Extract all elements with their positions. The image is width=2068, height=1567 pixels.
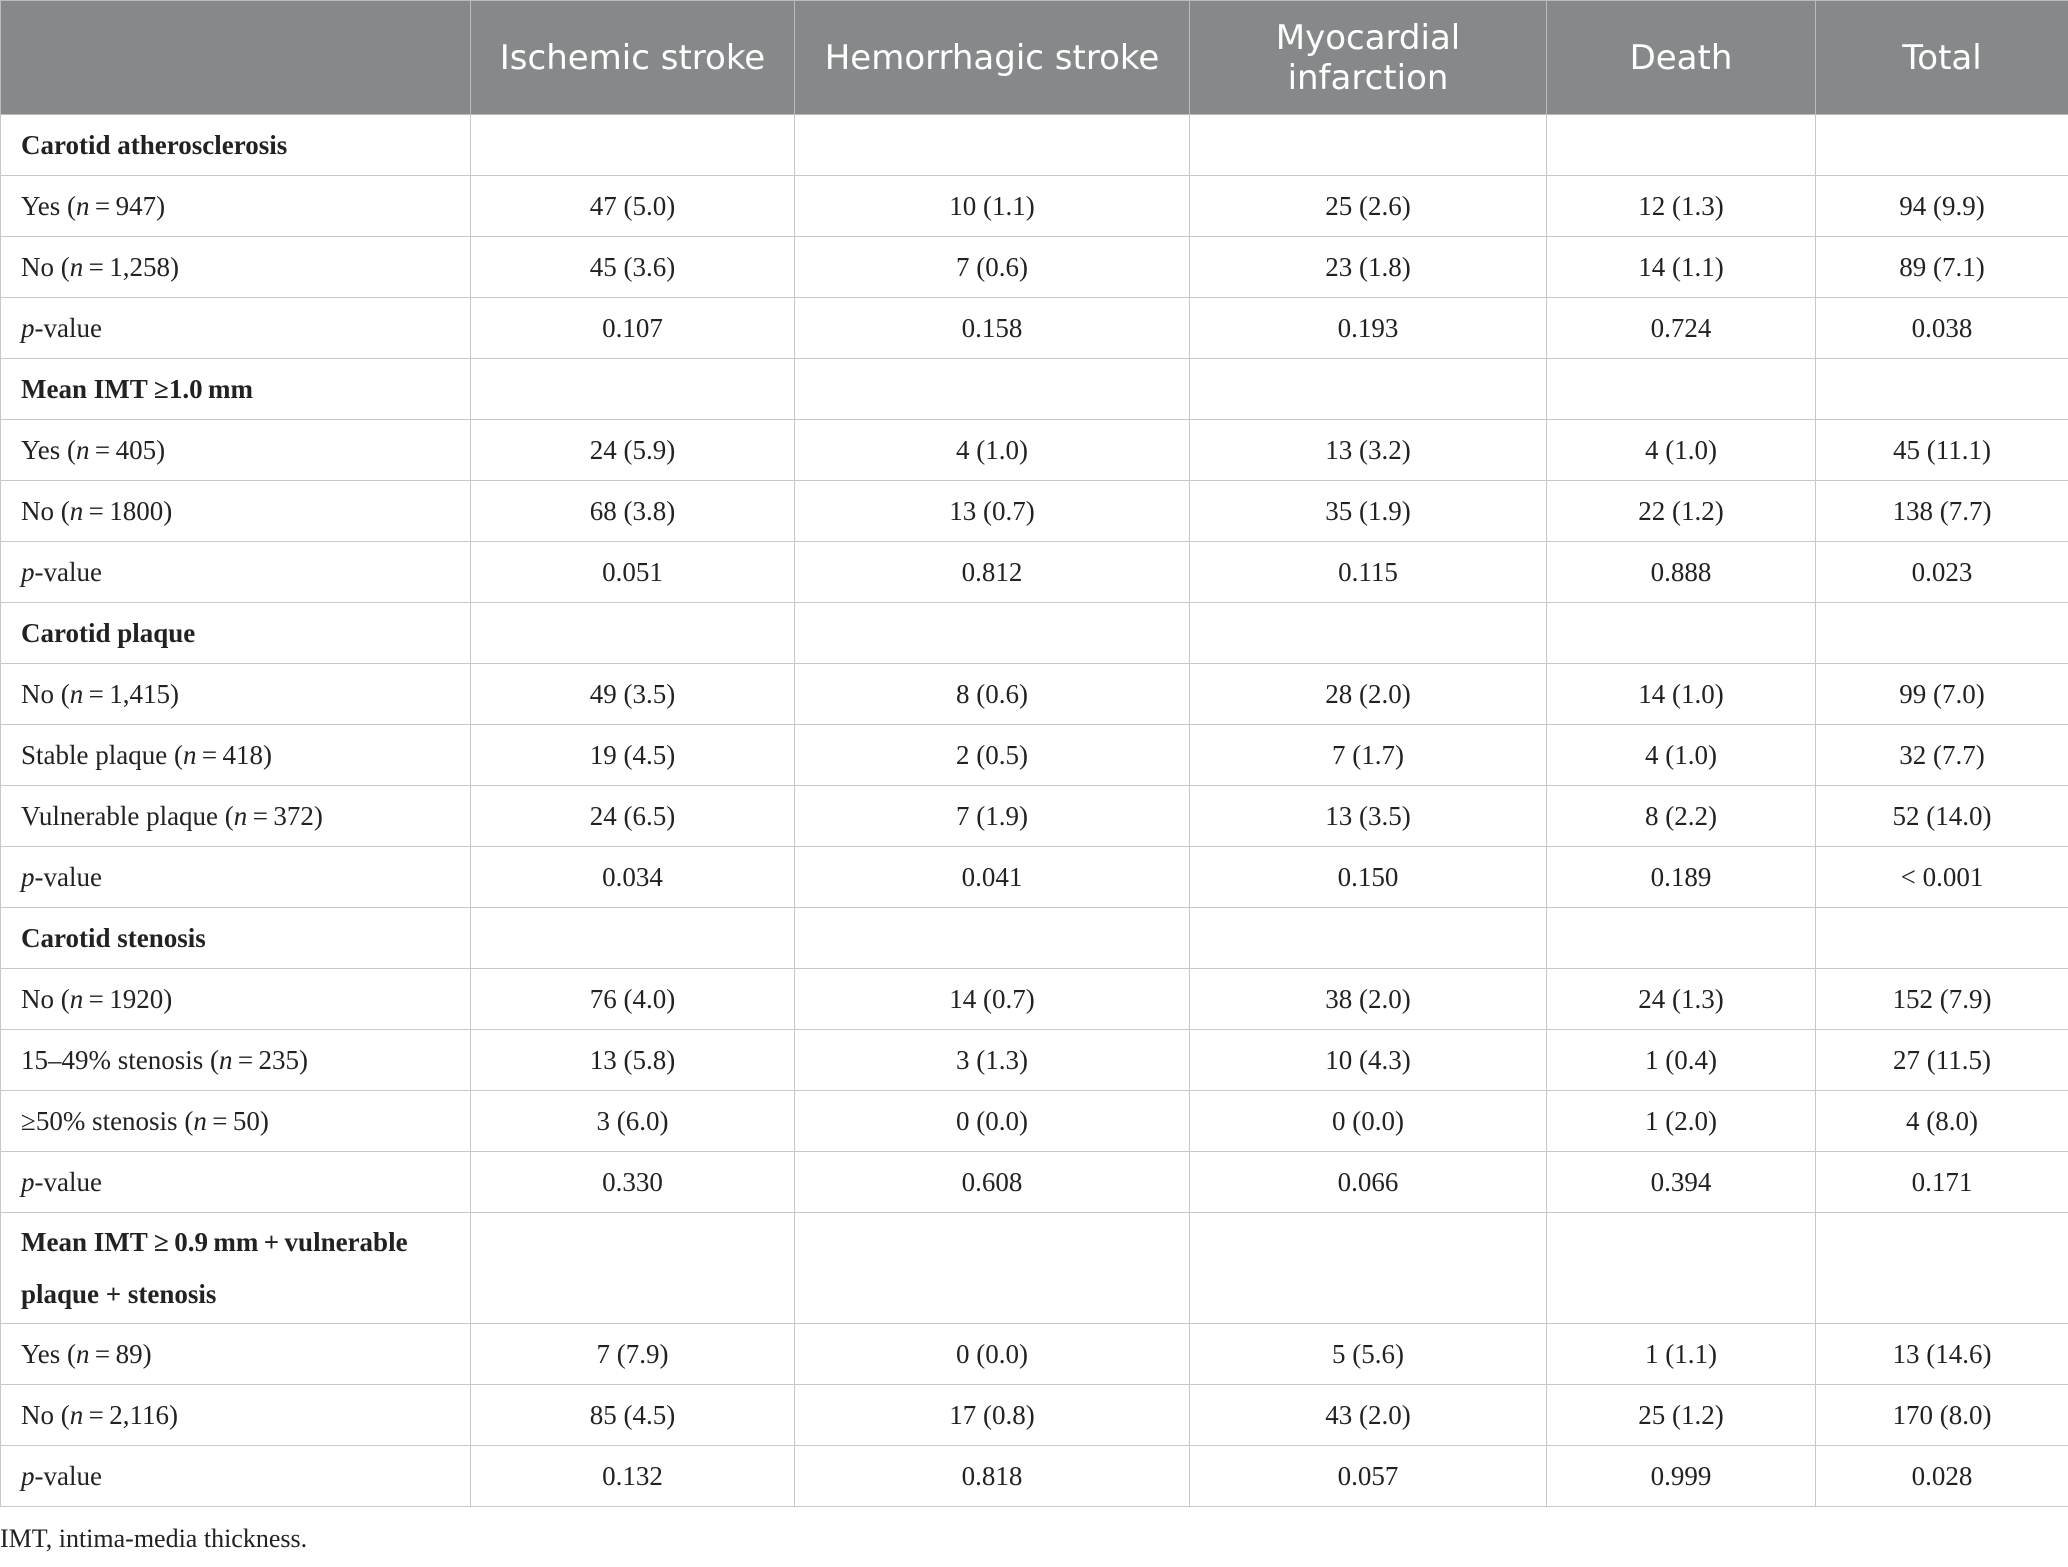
cell-hemorrhagic-stroke: 0.041 [795,847,1190,908]
cell-death [1547,115,1816,176]
cell-death: 4 (1.0) [1547,420,1816,481]
cell-death [1547,908,1816,969]
cell-total: 0.038 [1816,298,2068,359]
section-label: Carotid stenosis [1,908,471,969]
cell-hemorrhagic-stroke: 7 (1.9) [795,786,1190,847]
cell-death: 1 (2.0) [1547,1091,1816,1152]
row-label: No (n = 1920) [1,969,471,1030]
cell-total: 0.023 [1816,542,2068,603]
table-row [1,542,2068,603]
cell-myocardial-infarction: 23 (1.8) [1190,237,1547,298]
cell-total: 0.171 [1816,1152,2068,1213]
cell-myocardial-infarction: 0.057 [1190,1446,1547,1507]
cell-total: 52 (14.0) [1816,786,2068,847]
row-label: p-value [1,298,471,359]
cell-total: 138 (7.7) [1816,481,2068,542]
cell-hemorrhagic-stroke: 17 (0.8) [795,1385,1190,1446]
cell-death: 4 (1.0) [1547,725,1816,786]
cell-hemorrhagic-stroke [795,1213,1190,1324]
cell-ischemic-stroke: 24 (6.5) [471,786,795,847]
cell-ischemic-stroke: 0.051 [471,542,795,603]
cell-death: 14 (1.1) [1547,237,1816,298]
cell-death: 8 (2.2) [1547,786,1816,847]
cell-death [1547,359,1816,420]
header-ischemic-stroke: Ischemic stroke [471,1,795,115]
table-row [1,1446,2068,1507]
cell-myocardial-infarction: 13 (3.2) [1190,420,1547,481]
table-row [1,847,2068,908]
table-row [1,1091,2068,1152]
cell-hemorrhagic-stroke: 0.812 [795,542,1190,603]
cell-total: 32 (7.7) [1816,725,2068,786]
cell-total: 0.028 [1816,1446,2068,1507]
section-row [1,115,2068,176]
cell-total: 152 (7.9) [1816,969,2068,1030]
table-footnote: IMT, intima-media thickness. [0,1524,308,1553]
cell-myocardial-infarction [1190,1213,1547,1324]
row-label: ≥50% stenosis (n = 50) [1,1091,471,1152]
cell-myocardial-infarction: 43 (2.0) [1190,1385,1547,1446]
table-row [1,664,2068,725]
cell-hemorrhagic-stroke: 2 (0.5) [795,725,1190,786]
cell-ischemic-stroke: 47 (5.0) [471,176,795,237]
row-label: Yes (n = 405) [1,420,471,481]
cell-total [1816,359,2068,420]
cell-total: 4 (8.0) [1816,1091,2068,1152]
cell-ischemic-stroke: 85 (4.5) [471,1385,795,1446]
cell-death [1547,603,1816,664]
cell-death: 0.189 [1547,847,1816,908]
section-row [1,603,2068,664]
row-label: p-value [1,542,471,603]
cell-ischemic-stroke [471,359,795,420]
cell-total: 27 (11.5) [1816,1030,2068,1091]
row-label: Stable plaque (n = 418) [1,725,471,786]
cell-hemorrhagic-stroke: 10 (1.1) [795,176,1190,237]
cell-death: 1 (0.4) [1547,1030,1816,1091]
cell-myocardial-infarction: 28 (2.0) [1190,664,1547,725]
cell-total: 45 (11.1) [1816,420,2068,481]
cell-ischemic-stroke: 45 (3.6) [471,237,795,298]
cell-ischemic-stroke [471,115,795,176]
table-row [1,481,2068,542]
cell-total [1816,603,2068,664]
cell-death: 0.724 [1547,298,1816,359]
cell-hemorrhagic-stroke: 3 (1.3) [795,1030,1190,1091]
section-row [1,908,2068,969]
section-row [1,1213,2068,1324]
cell-hemorrhagic-stroke [795,115,1190,176]
cell-ischemic-stroke: 13 (5.8) [471,1030,795,1091]
cell-total [1816,908,2068,969]
cell-myocardial-infarction: 38 (2.0) [1190,969,1547,1030]
cell-myocardial-infarction: 0.115 [1190,542,1547,603]
cell-ischemic-stroke: 76 (4.0) [471,969,795,1030]
cell-death: 1 (1.1) [1547,1324,1816,1385]
cell-ischemic-stroke: 0.034 [471,847,795,908]
row-label: No (n = 2,116) [1,1385,471,1446]
cell-myocardial-infarction: 25 (2.6) [1190,176,1547,237]
section-label: Carotid atherosclerosis [1,115,471,176]
section-label: Mean IMT ≥1.0 mm [1,359,471,420]
section-row [1,359,2068,420]
cell-death: 24 (1.3) [1547,969,1816,1030]
table-row [1,725,2068,786]
row-label: Yes (n = 89) [1,1324,471,1385]
cell-myocardial-infarction: 0 (0.0) [1190,1091,1547,1152]
row-label: Yes (n = 947) [1,176,471,237]
cell-hemorrhagic-stroke: 0 (0.0) [795,1324,1190,1385]
cell-myocardial-infarction: 13 (3.5) [1190,786,1547,847]
row-label: 15–49% stenosis (n = 235) [1,1030,471,1091]
header-empty [1,1,471,115]
cell-total: 13 (14.6) [1816,1324,2068,1385]
table-row [1,420,2068,481]
table-body [1,115,2068,1507]
cell-total [1816,115,2068,176]
cell-hemorrhagic-stroke: 0 (0.0) [795,1091,1190,1152]
cell-hemorrhagic-stroke: 7 (0.6) [795,237,1190,298]
cell-hemorrhagic-stroke: 0.158 [795,298,1190,359]
row-label: p-value [1,1152,471,1213]
cell-myocardial-infarction: 0.150 [1190,847,1547,908]
cell-hemorrhagic-stroke: 4 (1.0) [795,420,1190,481]
row-label: No (n = 1800) [1,481,471,542]
cell-myocardial-infarction: 5 (5.6) [1190,1324,1547,1385]
table-row [1,1030,2068,1091]
cell-death: 25 (1.2) [1547,1385,1816,1446]
cell-total [1816,1213,2068,1324]
cell-death: 14 (1.0) [1547,664,1816,725]
cell-myocardial-infarction: 7 (1.7) [1190,725,1547,786]
cell-death: 0.394 [1547,1152,1816,1213]
row-label: p-value [1,847,471,908]
section-label: Mean IMT ≥ 0.9 mm + vulnerable plaque + stenosis [1,1213,471,1324]
cell-ischemic-stroke: 7 (7.9) [471,1324,795,1385]
row-label: Vulnerable plaque (n = 372) [1,786,471,847]
cell-hemorrhagic-stroke: 8 (0.6) [795,664,1190,725]
cell-ischemic-stroke: 19 (4.5) [471,725,795,786]
cell-ischemic-stroke [471,603,795,664]
cell-myocardial-infarction [1190,603,1547,664]
cell-death: 0.999 [1547,1446,1816,1507]
cell-myocardial-infarction: 10 (4.3) [1190,1030,1547,1091]
header-death: Death [1547,1,1816,115]
row-label: No (n = 1,258) [1,237,471,298]
header-total: Total [1816,1,2068,115]
cell-total: < 0.001 [1816,847,2068,908]
table-row [1,969,2068,1030]
cell-myocardial-infarction: 0.193 [1190,298,1547,359]
header-hemorrhagic-stroke: Hemorrhagic stroke [795,1,1190,115]
table-row [1,1152,2068,1213]
section-label: Carotid plaque [1,603,471,664]
cell-death: 12 (1.3) [1547,176,1816,237]
table-row [1,176,2068,237]
cell-hemorrhagic-stroke [795,359,1190,420]
header-row [1,1,2068,115]
cell-ischemic-stroke: 0.330 [471,1152,795,1213]
cell-ischemic-stroke [471,908,795,969]
cell-ischemic-stroke: 49 (3.5) [471,664,795,725]
cell-hemorrhagic-stroke [795,908,1190,969]
cell-myocardial-infarction [1190,115,1547,176]
cell-ischemic-stroke: 0.107 [471,298,795,359]
cell-ischemic-stroke: 68 (3.8) [471,481,795,542]
cell-hemorrhagic-stroke: 13 (0.7) [795,481,1190,542]
cell-myocardial-infarction [1190,908,1547,969]
cell-hemorrhagic-stroke [795,603,1190,664]
cell-hemorrhagic-stroke: 14 (0.7) [795,969,1190,1030]
row-label: p-value [1,1446,471,1507]
cell-death: 0.888 [1547,542,1816,603]
cell-total: 94 (9.9) [1816,176,2068,237]
table-row [1,237,2068,298]
header-myocardial-infarction: Myocardial infarction [1190,1,1547,115]
cell-hemorrhagic-stroke: 0.608 [795,1152,1190,1213]
cell-myocardial-infarction: 0.066 [1190,1152,1547,1213]
cell-ischemic-stroke: 0.132 [471,1446,795,1507]
cell-myocardial-infarction: 35 (1.9) [1190,481,1547,542]
cell-total: 99 (7.0) [1816,664,2068,725]
cell-total: 89 (7.1) [1816,237,2068,298]
cell-ischemic-stroke: 3 (6.0) [471,1091,795,1152]
row-label: No (n = 1,415) [1,664,471,725]
table-row [1,298,2068,359]
cell-death: 22 (1.2) [1547,481,1816,542]
cell-hemorrhagic-stroke: 0.818 [795,1446,1190,1507]
table-row [1,786,2068,847]
table-row [1,1324,2068,1385]
cell-ischemic-stroke: 24 (5.9) [471,420,795,481]
cell-total: 170 (8.0) [1816,1385,2068,1446]
cell-death [1547,1213,1816,1324]
table-row [1,1385,2068,1446]
cell-myocardial-infarction [1190,359,1547,420]
cell-ischemic-stroke [471,1213,795,1324]
